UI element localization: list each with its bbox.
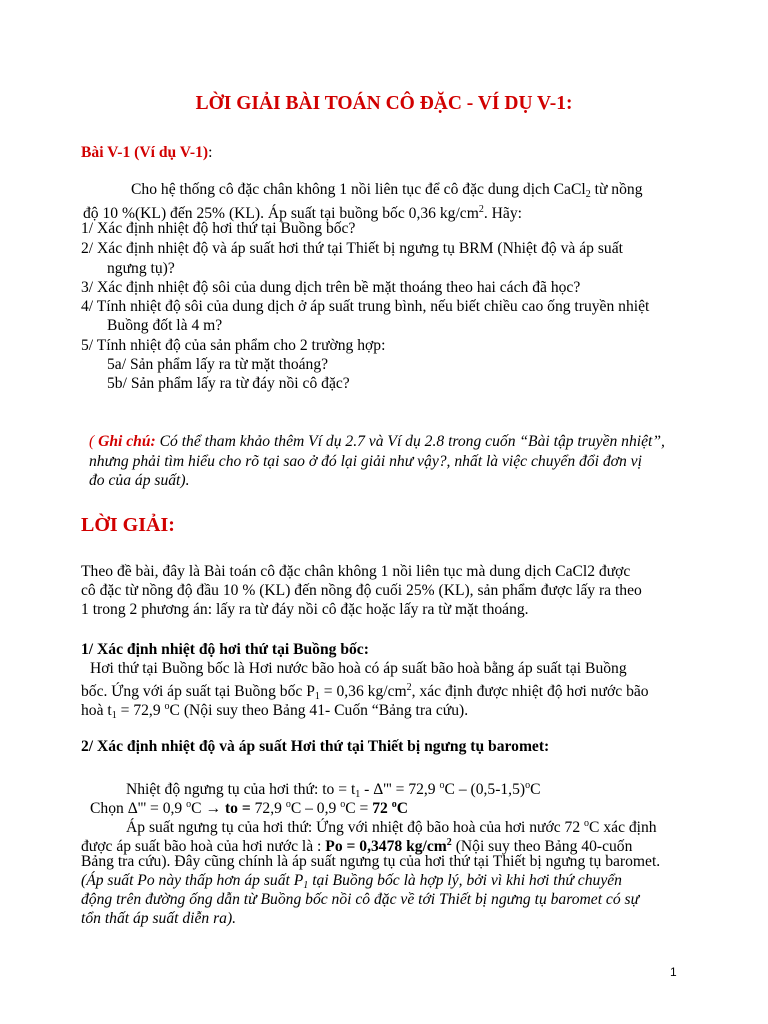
text: Áp suất ngưng tụ của hơi thứ: Ứng với nhiệt độ bão hoà của hơi nước 72	[126, 819, 585, 836]
section-1-line-1: Hơi thứ tại Buồng bốc là Hơi nước bão hoà có áp suất bão hoà bằng áp suất tại Buồng	[90, 660, 627, 677]
section-1-heading: 1/ Xác định nhiệt độ hơi thứ tại Buồng bốc:	[81, 641, 369, 658]
bold-text: to =	[224, 800, 251, 817]
section-1-line-3	[81, 697, 701, 725]
intro-text: . Hãy:	[483, 205, 522, 222]
text: C =	[345, 800, 373, 817]
superscript: o	[439, 780, 445, 791]
note-line-3: đo của áp suất).	[89, 472, 190, 489]
page-number: 1	[670, 965, 677, 979]
intro-text: độ 10 %(KL) đến 25% (KL). Áp suất tại buồng bốc 0,36 kg/cm	[83, 205, 479, 222]
subscript: 1	[111, 710, 117, 721]
superscript: 2	[478, 204, 484, 215]
intro-text: từ nồng	[590, 181, 643, 198]
problem-label-suffix: :	[208, 144, 213, 161]
text: C	[530, 781, 541, 798]
text: 72,9	[250, 800, 286, 817]
text: , xác định được nhiệt độ hơi nước bão	[411, 683, 649, 700]
document-title: LỜI GIẢI BÀI TOÁN CÔ ĐẶC - VÍ DỤ V-1:	[195, 93, 573, 114]
text: Chọn Δ''' = 0,9	[90, 800, 187, 817]
subscript: 1	[314, 691, 320, 702]
bold-result: 72	[372, 800, 392, 817]
text: hoà t	[81, 702, 112, 719]
solution-heading: LỜI GIẢI:	[81, 514, 175, 536]
solution-para-line-2: cô đặc từ nồng độ đầu 10 % (KL) đến nồng độ cuối 25% (KL), sản phẩm được lấy ra theo	[81, 582, 642, 599]
superscript: o	[525, 780, 531, 791]
note-line-1	[89, 432, 709, 451]
question-5b: 5b/ Sản phẩm lấy ra từ đáy nồi cô đặc?	[107, 375, 350, 392]
section-2-line-7: động trên đường ống dẫn từ Buồng bốc nồi cô đặc về tới Thiết bị ngưng tụ baromet có sự	[81, 891, 640, 908]
question-2-cont: ngưng tụ)?	[107, 260, 175, 277]
text: bốc. Ứng với áp suất tại Buồng bốc P	[81, 683, 315, 700]
superscript: o	[584, 818, 590, 829]
subscript: 1	[303, 880, 309, 891]
question-4-cont: Buồng đốt là 4 m?	[107, 317, 223, 334]
question-3: 3/ Xác định nhiệt độ sôi của dung dịch trên bề mặt thoáng theo hai cách đã học?	[81, 279, 581, 296]
text: tại Buồng bốc là hợp lý, bởi vì khi hơi thứ chuyển	[308, 872, 622, 889]
problem-label-line	[81, 143, 701, 162]
superscript: o	[186, 799, 192, 810]
note-open-paren: (	[89, 433, 99, 450]
solution-para-line-3: 1 trong 2 phương án: lấy ra từ đáy nồi cô đặc hoặc lấy ra từ mặt thoáng.	[81, 601, 529, 618]
question-5a: 5a/ Sản phẩm lấy ra từ mặt thoáng?	[107, 356, 329, 373]
text: (Áp suất Po này thấp hơn áp suất P	[81, 872, 304, 889]
text: được áp suất bão hoà của hơi nước là :	[81, 838, 326, 855]
text: = 0,36 kg/cm	[319, 683, 407, 700]
superscript: 2	[406, 682, 412, 693]
problem-label: Bài V-1 (Ví dụ V-1)	[81, 144, 209, 161]
note-line-2: nhưng phải tìm hiểu cho rõ tại sao ở đó lại giải như vậy?, nhất là việc chuyển đổi đơn vị	[89, 453, 642, 470]
text: - Δ''' = 72,9	[360, 781, 440, 798]
text: C – 0,9	[290, 800, 341, 817]
section-2-line-5: Bảng tra cứu). Đây cũng chính là áp suất ngưng tụ của hơi thứ tại Thiết bị ngưng tụ baromet.	[81, 853, 661, 870]
text: C →	[191, 800, 225, 817]
intro-text: Cho hệ thống cô đặc chân không 1 nồi liên tục để cô đặc dung dịch CaCl	[131, 181, 586, 198]
superscript: o	[164, 701, 170, 712]
subscript: 1	[355, 789, 361, 800]
note-label: Ghi chú:	[98, 433, 156, 450]
superscript: o	[340, 799, 346, 810]
solution-para-line-1: Theo đề bài, đây là Bài toán cô đặc chân không 1 nồi liên tục mà dung dịch CaCl2 được	[81, 563, 631, 580]
text: C – (0,5-1,5)	[444, 781, 526, 798]
superscript: 2	[446, 837, 452, 848]
superscript: o	[285, 799, 291, 810]
question-5: 5/ Tính nhiệt độ của sản phẩm cho 2 trường hợp:	[81, 337, 386, 354]
section-2-line-8: tổn thất áp suất diễn ra).	[81, 910, 237, 927]
bold-result: Po = 0,3478 kg/cm	[325, 838, 447, 855]
text: = 72,9	[116, 702, 165, 719]
text: C xác định	[589, 819, 657, 836]
bold-result: C	[396, 800, 408, 817]
text: (Nội suy theo Bảng 40-cuốn	[451, 838, 633, 855]
section-2-heading: 2/ Xác định nhiệt độ và áp suất Hơi thứ tại Thiết bị ngưng tụ baromet:	[81, 738, 550, 755]
text: Nhiệt độ ngưng tụ của hơi thứ: to = t	[126, 781, 356, 798]
text: C (Nội suy theo Bảng 41- Cuốn “Bảng tra cứu).	[169, 702, 469, 719]
note-text: Có thể tham khảo thêm Ví dụ 2.7 và Ví dụ 2.8 trong cuốn “Bài tập truyền nhiệt”,	[155, 433, 665, 450]
superscript: o	[391, 799, 397, 810]
subscript: 2	[585, 189, 591, 200]
question-2: 2/ Xác định nhiệt độ và áp suất hơi thứ tại Thiết bị ngưng tụ BRM (Nhiệt độ và áp suất	[81, 240, 623, 257]
question-4: 4/ Tính nhiệt độ sôi của dung dịch ở áp suất trung bình, nếu biết chiều cao ống truyền nhiệt	[81, 298, 650, 315]
question-1: 1/ Xác định nhiệt độ hơi thứ tại Buồng bốc?	[81, 220, 356, 237]
